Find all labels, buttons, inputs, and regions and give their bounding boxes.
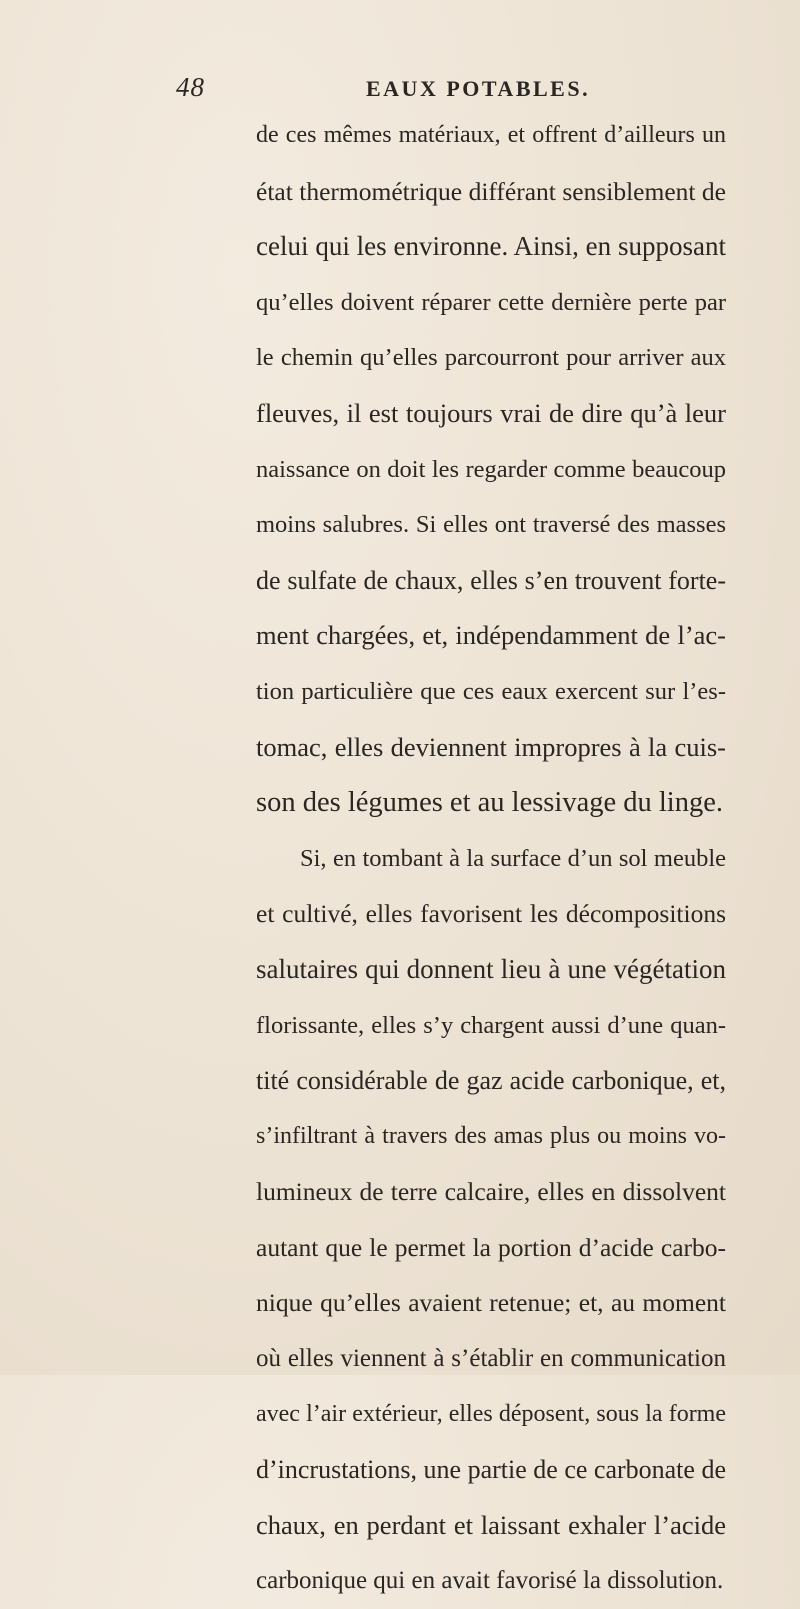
text-line: celui qui les environne. Ainsi, en supposant <box>256 231 726 262</box>
text-line: s’infiltrant à travers des amas plus ou moins vo- <box>256 1122 726 1149</box>
text-line: florissante, elles s’y chargent aussi d’une quan- <box>256 1011 726 1039</box>
paragraph-end-line: carbonique qui en avait favorisé la dissolution. <box>256 1567 724 1595</box>
page-number: 48 <box>176 72 205 102</box>
body-text <box>256 108 726 1609</box>
text-line: naissance on doit les regarder comme beaucoup <box>256 455 726 483</box>
text-line: avec l’air extérieur, elles déposent, sous la forme <box>256 1400 726 1427</box>
text-line: tité considérable de gaz acide carbonique, et, <box>256 1066 726 1096</box>
text-line: ment chargées, et, indépendamment de l’ac- <box>256 620 726 651</box>
text-line: d’incrustations, une partie de ce carbonate de <box>256 1455 726 1485</box>
text-line: de sulfate de chaux, elles s’en trouvent forte- <box>256 565 726 595</box>
text-line: état thermométrique différant sensiblement de <box>256 176 726 206</box>
text-line: chaux, en perdant et laissant exhaler l’acide <box>256 1509 726 1540</box>
text-line: de ces mêmes matériaux, et offrent d’ailleurs un <box>256 122 726 148</box>
text-line: où elles viennent à s’établir en communication <box>256 1345 726 1373</box>
paragraph-start-line: Si, en tombant à la surface d’un sol meuble <box>300 844 726 872</box>
text-line: autant que le permet la portion d’acide carbo- <box>256 1232 726 1262</box>
paragraph-end-line: son des légumes et au lessivage du linge. <box>256 787 723 819</box>
text-line: qu’elles doivent réparer cette dernière perte par <box>256 288 726 316</box>
running-head <box>176 72 736 112</box>
text-line: moins salubres. Si elles ont traversé des masses <box>256 511 726 539</box>
text-line: le chemin qu’elles parcourront pour arriver aux <box>256 344 726 372</box>
text-line: tomac, elles deviennent impropres à la cuis- <box>256 731 726 762</box>
running-title: EAUX POTABLES. <box>366 76 591 101</box>
text-line: salutaires qui donnent lieu à une végétation <box>256 953 726 984</box>
text-line: fleuves, il est toujours vrai de dire qu’à leur <box>256 397 726 428</box>
text-line: nique qu’elles avaient retenue; et, au moment <box>256 1288 726 1318</box>
text-line: et cultivé, elles favorisent les décompositions <box>256 899 726 929</box>
text-line: tion particulière que ces eaux exercent sur l’es- <box>256 677 726 705</box>
text-line: lumineux de terre calcaire, elles en dissolvent <box>256 1177 726 1207</box>
